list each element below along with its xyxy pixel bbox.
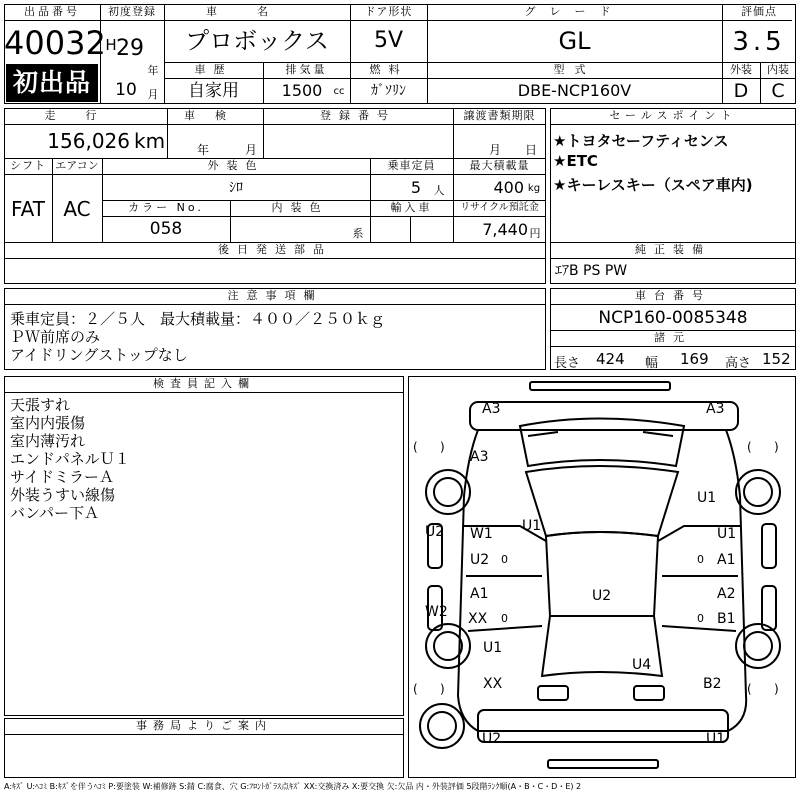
recycle-label: リサイクル預託金: [460, 202, 539, 213]
year-unit: 年: [147, 64, 159, 77]
sales-point-1: ★トヨタセーフティセンス: [553, 132, 729, 150]
bracket-mark: (: [747, 440, 752, 454]
transfer-label: 譲渡書類期限: [463, 109, 536, 122]
length: 424: [596, 350, 625, 368]
divider: [100, 20, 792, 21]
model: DBE-NCP160V: [517, 81, 632, 100]
grade: GL: [558, 27, 591, 55]
aircon-label: エアコン: [55, 159, 99, 172]
interior-label: 内装: [767, 63, 789, 76]
lot-number-label: 出品番号: [24, 5, 80, 18]
inspector-notes: [10, 396, 130, 522]
capacity: 5: [410, 178, 422, 197]
divider: [550, 258, 796, 259]
zero-mark: 0: [697, 553, 704, 566]
history: 自家用: [188, 81, 239, 101]
later-parts-label: 後日発送部品: [218, 243, 332, 256]
divider: [4, 304, 546, 305]
first-listing-text: 初出品: [12, 68, 91, 97]
equipment: ｴｱB PS PW: [555, 263, 628, 279]
interior-grade: C: [771, 80, 785, 102]
transfer-month-unit: 月: [488, 143, 501, 157]
aircon: AC: [63, 197, 91, 221]
inspector-label: 検査員記入欄: [153, 377, 255, 390]
width: 169: [680, 350, 709, 368]
rear-bumper: [478, 710, 728, 742]
inspector-line: 外装うすい線傷: [10, 486, 116, 504]
damage-code: XX: [483, 676, 503, 692]
divider: [550, 124, 796, 125]
transfer-day-unit: 日: [524, 143, 537, 157]
inspector-line: エンドパネルＵ１: [10, 450, 130, 468]
bracket-mark: ): [440, 440, 445, 454]
mileage-label: 走行: [44, 109, 127, 122]
month-unit: 月: [147, 88, 159, 101]
reg-year: 29: [116, 36, 144, 61]
height-label: 高さ: [725, 356, 752, 371]
windscreen: [526, 466, 678, 536]
notes-line: アイドリングストップなし: [10, 346, 188, 364]
inspection-year-unit: 年: [196, 143, 209, 157]
maxload-unit: kg: [527, 183, 541, 194]
rear-bumper-strip: [548, 760, 658, 768]
history-label: 車歴: [194, 63, 233, 76]
exterior-label: 外装: [730, 63, 752, 76]
door-type: 5V: [373, 28, 404, 53]
notes-label: 注意事項欄: [227, 289, 323, 302]
damage-code: W2: [425, 604, 448, 620]
zero-mark: 0: [501, 553, 508, 566]
damage-code: A3: [470, 449, 489, 465]
interior-color-unit: 系: [352, 227, 364, 240]
damage-code: U1: [522, 518, 542, 534]
divider: [4, 124, 546, 125]
zero-mark: 0: [501, 612, 508, 625]
notes-line: 乗車定員：２／５人 最大積載量：４００／２５０ｋｇ: [10, 310, 386, 328]
zero-mark: 0: [697, 612, 704, 625]
legend: A:ｷｽﾞ U:ﾍｺﾐ B:ｷｽﾞを伴うﾍｺﾐ P:要塗装 W:補修跡 S:錆 C:腐食、穴 G:ﾌﾛﾝﾄｶﾞﾗｽ点ｷｽﾞ XX:交換済み X:要交換 欠:欠品 内・外装評価 5段階ﾗﾝｸ順(A・B・C・D・E) 2: [4, 782, 582, 791]
dims-label: 諸元: [654, 331, 692, 344]
color: ｼﾛ: [229, 180, 243, 196]
exterior-grade: D: [733, 80, 749, 102]
bracket-mark: ): [774, 682, 779, 696]
grade-label: グレード: [524, 5, 625, 18]
damage-code: U1: [706, 731, 726, 747]
inspection-label: 車検: [184, 109, 246, 122]
damage-code: U2: [592, 588, 612, 604]
divider: [4, 392, 404, 393]
inspection-month-unit: 月: [244, 143, 257, 157]
divider: [4, 20, 100, 21]
sales-point-2: ★ETC: [553, 152, 598, 170]
equipment-label: 純正装備: [635, 243, 711, 256]
divider: [550, 304, 796, 305]
damage-code: A2: [717, 586, 736, 602]
plate-label: 登録番号: [320, 109, 396, 122]
interior-color-label: 内装色: [271, 201, 329, 214]
divider: [410, 216, 411, 242]
mileage-unit: km: [134, 129, 166, 153]
length-label: 長さ: [554, 356, 581, 371]
divider: [4, 734, 404, 735]
notes-text: [10, 310, 385, 364]
sales-point-3: ★キーレスキー（スペア車内): [553, 176, 753, 194]
car-name-label: 車名: [206, 5, 308, 18]
lot-number: 40032: [4, 24, 106, 62]
damage-code: XX: [468, 611, 488, 627]
damage-code: W1: [470, 526, 493, 542]
inspector-line: 天張すれ: [10, 396, 71, 414]
maxload-label: 最大積載量: [469, 159, 530, 172]
damage-code: U2: [470, 552, 490, 568]
height: 152: [762, 350, 791, 368]
chassis-number: NCP160-0085348: [598, 308, 748, 328]
shift: FAT: [10, 197, 45, 221]
score: 3.5: [732, 27, 786, 57]
damage-code: A1: [470, 586, 489, 602]
damage-code: U2: [425, 524, 445, 540]
score-label: 評価点: [741, 5, 777, 18]
inspector-line: サイドミラーＡ: [10, 468, 114, 486]
bracket-mark: (: [413, 682, 418, 696]
damage-code: U1: [717, 526, 737, 542]
bracket-mark: ): [774, 440, 779, 454]
recycle: 7,440: [482, 220, 528, 239]
damage-code: B1: [717, 611, 736, 627]
displacement-unit: cc: [333, 86, 345, 97]
damage-code: B2: [703, 676, 722, 692]
model-label: 型式: [553, 63, 596, 76]
sales-points-label: セールスポイント: [609, 109, 737, 122]
displacement-label: 排気量: [285, 63, 328, 76]
capacity-label: 乗車定員: [387, 159, 436, 172]
color-label: 外装色: [207, 159, 265, 172]
front-bumper: [470, 402, 738, 430]
damage-code: U4: [632, 657, 652, 673]
color-no-label: カラー No.: [128, 201, 204, 214]
shift-label: シフト: [10, 159, 46, 172]
bracket-mark: (: [413, 440, 418, 454]
damage-code: U1: [697, 490, 717, 506]
notes-line: ＰＷ前席のみ: [10, 328, 101, 346]
first-reg-label: 初度登録: [108, 5, 156, 18]
divider: [4, 174, 546, 175]
import-label: 輸入車: [390, 201, 433, 214]
fuel: ｶﾞｿﾘﾝ: [371, 83, 406, 99]
hood: [520, 419, 684, 467]
car-diagram: [408, 376, 796, 778]
door-label: ドア形状: [364, 5, 413, 18]
bracket-mark: (: [747, 682, 752, 696]
bracket-mark: ): [440, 682, 445, 696]
inspector-line: 室内薄汚れ: [10, 432, 86, 450]
divider: [550, 346, 796, 347]
damage-code: A1: [717, 552, 736, 568]
displacement: 1500: [281, 81, 323, 100]
recycle-unit: 円: [529, 227, 541, 240]
front-bumper-strip: [530, 382, 670, 390]
mileage: 156,026: [47, 129, 130, 153]
damage-code: A3: [706, 401, 725, 417]
damage-code: U1: [483, 640, 503, 656]
width-label: 幅: [645, 356, 659, 371]
damage-code: A3: [482, 401, 501, 417]
inspector-line: 室内内張傷: [10, 414, 86, 432]
chassis-label: 車台番号: [635, 289, 711, 302]
inspector-line: バンパー下Ａ: [10, 504, 99, 522]
maxload: 400: [493, 178, 524, 197]
reg-month: 10: [115, 80, 137, 100]
fuel-label: 燃料: [369, 63, 408, 76]
divider: [4, 258, 546, 259]
office-label: 事務局よりご案内: [136, 719, 272, 732]
damage-code: U2: [482, 731, 502, 747]
divider: [102, 216, 546, 217]
capacity-unit: 人: [433, 184, 445, 197]
era: H: [105, 36, 117, 54]
divider: [164, 78, 722, 79]
car-name: プロボックス: [185, 27, 329, 55]
color-no: 058: [149, 219, 183, 239]
